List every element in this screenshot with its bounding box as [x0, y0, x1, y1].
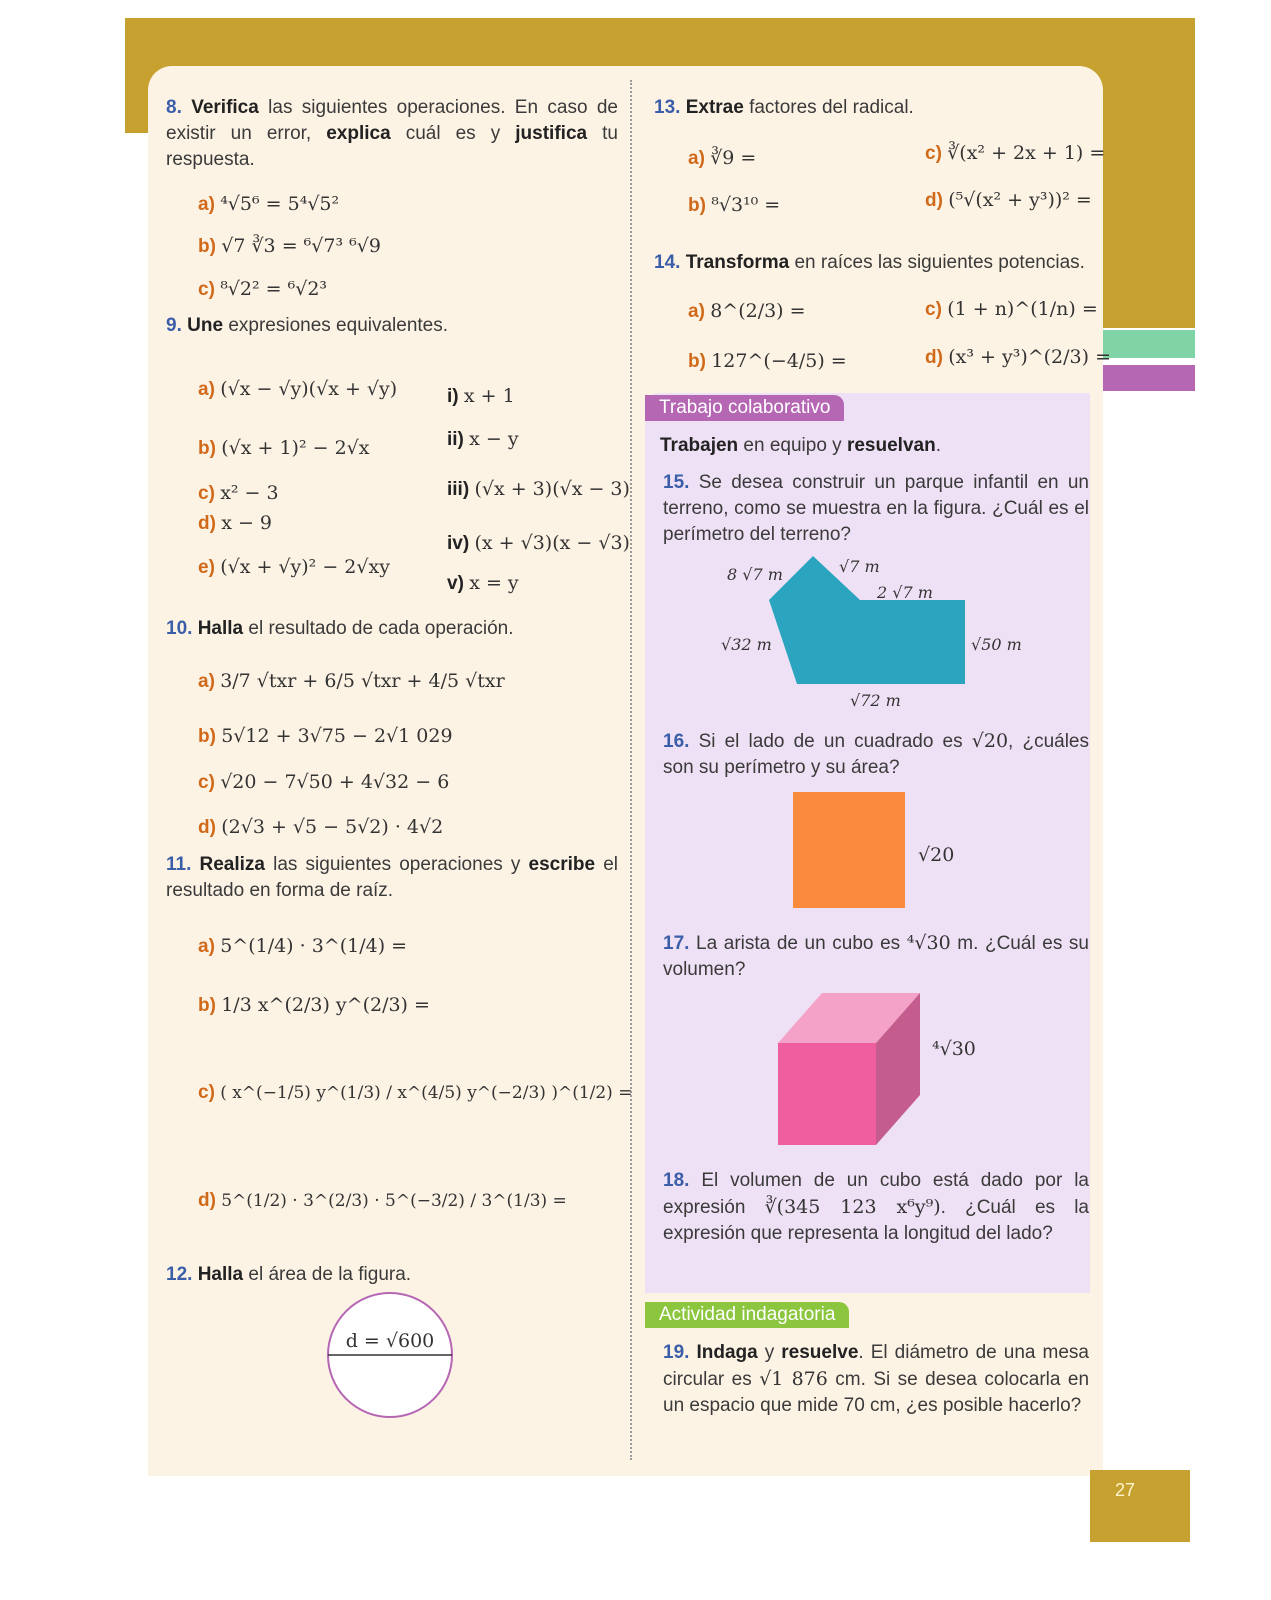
circle-diameter-label: d = √600: [345, 1330, 435, 1352]
q11-item-d: d) 5^(1/2) · 3^(2/3) · 5^(−3/2) / 3^(1/3) =: [198, 1190, 567, 1211]
q13-item-a: a) ∛9 =: [688, 147, 757, 169]
q10-item-d: d) (2√3 + √5 − 5√2) · 4√2: [198, 816, 444, 838]
q8-item-b: b) √7 ∛3 = ⁶√7³ ⁶√9: [198, 235, 381, 257]
q14-item-c: c) (1 + n)^(1/n) =: [925, 298, 1098, 320]
question-8: 8. Verifica las siguientes operaciones. En caso de existir un error, explica cuál es y justifica tu respuesta.: [166, 97, 618, 170]
column-divider: [630, 80, 632, 1460]
square-side-label: √20: [918, 844, 955, 866]
q9-option-iv: iv) (x + √3)(x − √3): [447, 532, 630, 554]
park-figure: [715, 548, 1022, 718]
q9-option-iii: iii) (√x + 3)(√x − 3): [447, 478, 630, 500]
q11-item-a: a) 5^(1/4) · 3^(1/4) =: [198, 935, 408, 957]
orange-square: [793, 792, 905, 908]
collaborative-badge: Trabajo colaborativo: [645, 395, 844, 421]
q10-item-a: a) 3/7 √txr + 6/5 √txr + 4/5 √txr: [198, 670, 505, 692]
svg-text:⁴√30: ⁴√30: [932, 1038, 976, 1060]
question-18: 18. El volumen de un cubo está dado por la expresión ∛(345 123 x⁶y⁹). ¿Cuál es la expresión que representa la longitud del lado?: [663, 1170, 1089, 1244]
page-number-tab: [1090, 1470, 1190, 1542]
q8-item-c: c) ⁸√2² = ⁶√2³: [198, 278, 328, 300]
page-number: 27: [1115, 1480, 1136, 1500]
question-15: 15. Se desea construir un parque infantil en un terreno, como se muestra en la figura. ¿Cuál es el perímetro del terreno?: [663, 472, 1089, 545]
q8-item-a: a) ⁴√5⁶ = 5⁴√5²: [198, 193, 340, 215]
q9-option-i: i) x + 1: [447, 385, 515, 407]
svg-text:√32 m: √32 m: [721, 635, 772, 654]
q10-item-c: c) √20 − 7√50 + 4√32 − 6: [198, 771, 450, 793]
question-19: 19. Indaga y resuelve. El diámetro de una mesa circular es √1 876 cm. Si se desea colocarla en un espacio que mide 70 cm, ¿es posible hacerlo?: [663, 1342, 1090, 1416]
svg-text:8 √7 m: 8 √7 m: [727, 565, 783, 584]
q9-item-e: e) (√x + √y)² − 2√xy: [198, 556, 390, 578]
activity-badge: Actividad indagatoria: [645, 1302, 849, 1328]
q14-item-a: a) 8^(2/3) =: [688, 300, 806, 322]
svg-text:√50 m: √50 m: [971, 635, 1022, 654]
q11-item-b: b) 1/3 x^(2/3) y^(2/3) =: [198, 994, 430, 1016]
q9-item-a: a) (√x − √y)(√x + √y): [198, 378, 398, 400]
q14-item-d: d) (x³ + y³)^(2/3) =: [925, 346, 1112, 368]
question-17: 17. La arista de un cubo es ⁴√30 m. ¿Cuál es su volumen?: [663, 932, 1089, 980]
circle-figure: [320, 1285, 460, 1425]
question-9: 9. Une expresiones equivalentes.: [166, 315, 449, 336]
green-side-tab: [1100, 330, 1195, 358]
purple-side-tab: [1100, 365, 1195, 391]
q9-option-v: v) x = y: [447, 572, 519, 594]
q10-item-b: b) 5√12 + 3√75 − 2√1 029: [198, 725, 453, 747]
q14-item-b: b) 127^(−4/5) =: [688, 350, 847, 372]
q9-item-c: c) x² − 3: [198, 482, 279, 504]
q13-item-c: c) ∛(x² + 2x + 1) =: [925, 142, 1106, 164]
question-number: 8.: [166, 97, 182, 118]
collaborative-instruction: Trabajen en equipo y resuelvan.: [660, 435, 941, 456]
question-10: 10. Halla el resultado de cada operación.: [166, 618, 514, 639]
svg-text:√72 m: √72 m: [850, 691, 901, 710]
q9-item-d: d) x − 9: [198, 512, 273, 534]
q11-item-c: c) ( x^(−1/5) y^(1/3) / x^(4/5) y^(−2/3) )^(1/2) =: [198, 1082, 633, 1103]
q9-item-b: b) (√x + 1)² − 2√x: [198, 437, 370, 459]
question-11: 11. Realiza las siguientes operaciones y escribe el resultado en forma de raíz.: [166, 854, 618, 901]
svg-text:√7 m: √7 m: [839, 557, 880, 576]
cube-figure: [770, 985, 1000, 1155]
question-16: 16. Si el lado de un cuadrado es √20, ¿cuáles son su perímetro y su área?: [663, 730, 1089, 778]
question-14: 14. Transforma en raíces las siguientes potencias.: [654, 252, 1085, 273]
question-13: 13. Extrae factores del radical.: [654, 97, 914, 118]
q13-item-d: d) (⁵√(x² + y³))² =: [925, 189, 1092, 211]
q13-item-b: b) ⁸√3¹⁰ =: [688, 194, 781, 216]
gold-side-band: [1100, 60, 1195, 328]
svg-text:2 √7 m: 2 √7 m: [877, 583, 933, 602]
cube-front: [778, 1043, 876, 1145]
q9-option-ii: ii) x − y: [447, 428, 519, 450]
question-12: 12. Halla el área de la figura.: [166, 1264, 412, 1285]
